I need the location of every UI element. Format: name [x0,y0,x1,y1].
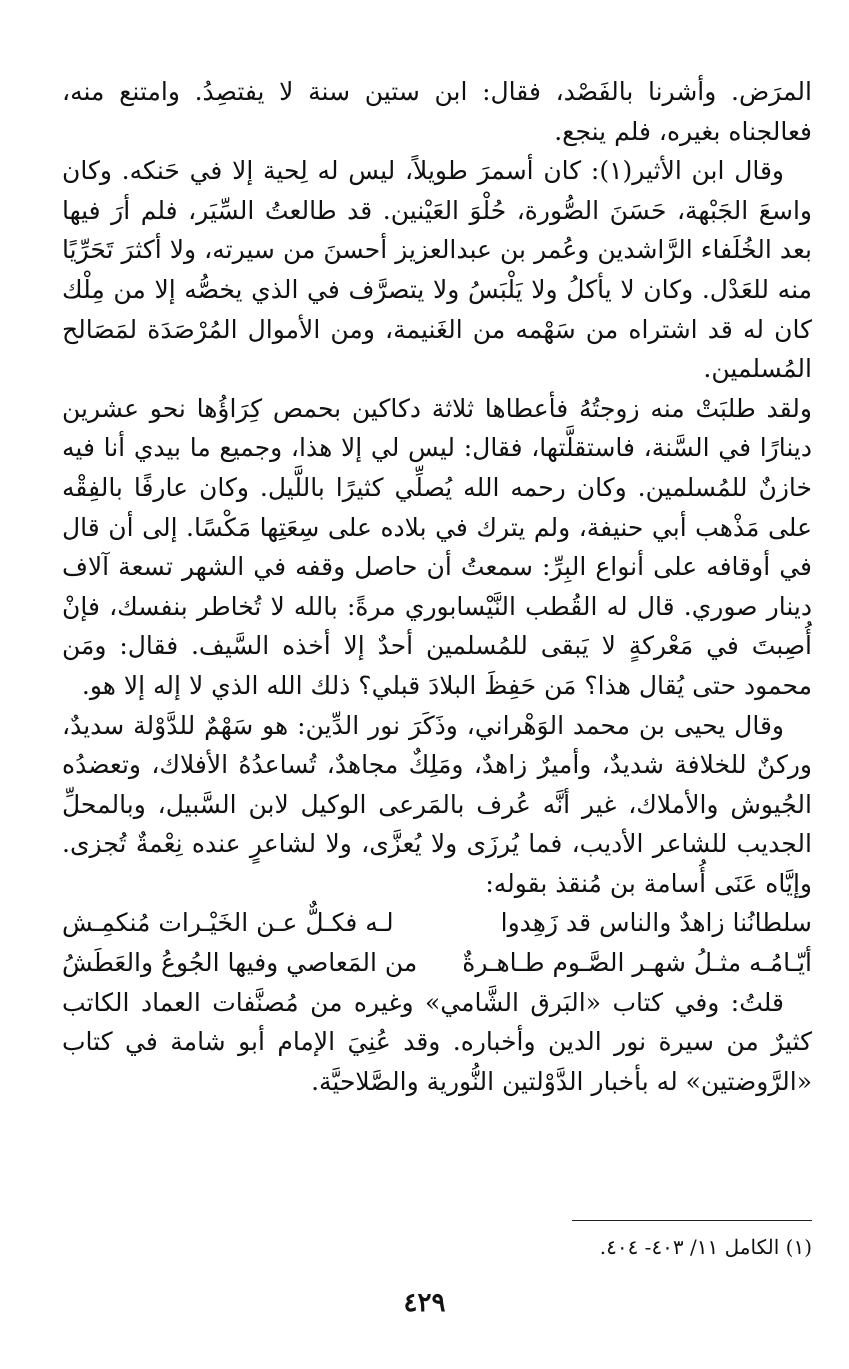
paragraph-5: قلتُ: وفي كتاب «البَرق الشَّامي» وغيره من مُصنَّفات العماد الكاتب كثيرٌ من سيرة نور الدين وأخباره. وقد عُنِيَ الإمام أبو شامة في كتاب «الرَّوضتين» له بأخبار الدَّوْلتين النُّورية والصَّلاحيَّة. [62,987,812,1096]
footnote-separator [572,1220,812,1221]
paragraph-2: وقال ابن الأثير(١): كان أسمرَ طويلاً، ليس له لِحية إلا في حَنكه. وكان واسعَ الجَبْهة، حَسَنَ الصُّورة، حُلْوَ العَيْنين. قد طالعتُ السِّيَر، فلم أرَ فيها بعد الخُلَفاء الرَّاشدين وعُمر بن عبدالعزيز أحسنَ من سيرته، ولا أكثرَ تَحَرِّيًا منه للعَدْل. وكان لا يأكلُ ولا يَلْبَسُ ولا يتصرَّف في الذي يخصُّه إلا من مِلْك كان له قد اشتراه من سَهْمه من الغَنيمة، ومن الأموال المُرْصَدَة لمَصَالح المُسلمين. [62,156,812,384]
poem-verse-1 [62,903,812,943]
paragraph-1: المرَض. وأشرنا بالفَصْد، فقال: ابن ستين سنة لا يفتصِدُ. وامتنع منه، فعالجناه بغيره، فلم ينجع. [62,77,812,146]
verse-1-second-hemistich: لـه فكـلٌّ عـن الخَيْـرات مُنكمِـش [62,908,394,938]
footnote: (١) الكامل ١١/ ٤٠٣- ٤٠٤. [599,1235,812,1259]
paragraph-3: ولقد طلبَتْ منه زوجتُهُ فأعطاها ثلاثة دكاكين بحمص كِرَاؤُها نحو عشرين دينارًا في السَّنة، فاستقلَّتها، فقال: ليس لي إلا هذا، وجميع ما بيدي أنا فيه خازنٌ للمُسلمين. وكان رحمه الله يُصلِّي كثيرًا باللَّيل. وكان عارفًا بالفِقْه على مَذْهب أبي حنيفة، ولم يترك في بلاده على سِعَتِها مَكْسًا. إلى أن قال في أوقافه على أنواع البِرِّ: سمعتُ أن حاصل وقفه في الشهر تسعة آلاف دينار صوري. قال له القُطب النَّيْسابوري مرةً: بالله لا تُخاطر بنفسك، فإنْ أُصِبتَ في مَعْركةٍ لا يَبقى للمُسلمين أحدٌ إلا أخذه السَّيف. فقال: ومَن محمود حتى يُقال هذا؟ مَن حَفِظَ البلادَ قبلي؟ ذلك الله الذي لا إله إلا هو. [62,393,813,700]
verse-1-first-hemistich: سلطانُنا زاهدٌ والناس قد زَهِدوا [500,908,812,938]
verse-2-second-hemistich: من المَعاصي وفيها الجُوعُ والعَطَشُ [62,948,418,978]
page-number: ٤٢٩ [403,1288,446,1318]
paragraph-4: وقال يحيى بن محمد الوَهْراني، وذَكَرَ نور الدِّين: هو سَهْمٌ للدَّوْلة سديدٌ، وركنٌ للخلافة شديدٌ، وأميرٌ زاهدٌ، ومَلِكٌ مجاهدٌ، تُساعدُهُ الأفلاك، وتعضدُه الجُيوش والأملاك، غير أنَّه عُرف بالمَرعى الوكيل لابن السَّبيل، وبالمحلِّ الجديب للشاعر الأديب، فما يُرزَى ولا يُعزَّى، ولا لشاعرٍ عنده نِعْمةٌ تُجزى. وإيَّاه عَنَى أُسامة بن مُنقذ بقوله: [62,710,812,898]
verse-2-first-hemistich: أيّـامُـه مثـلُ شهـر الصَّـوم طـاهـرةٌ [462,948,812,978]
poem-verse-2 [62,943,812,983]
page-body [62,72,812,1101]
